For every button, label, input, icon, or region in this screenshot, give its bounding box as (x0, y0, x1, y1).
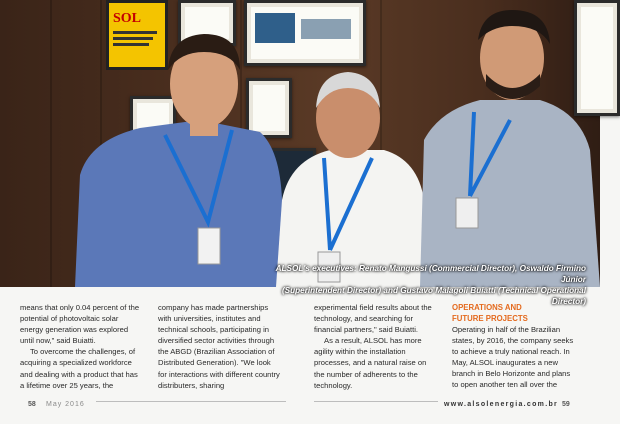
paragraph: To overcome the challenges, of acquiring a specialized workforce and dealing with a product that has a lifetime over 25 years, the (20, 347, 138, 390)
paragraph: experimental field results about the technology, and searching for financial partners," said Buiatti. (314, 303, 432, 335)
column-1 (20, 302, 142, 391)
person-renato (75, 34, 286, 287)
caption-line-2: (Superintendent Director) and Gustavo Malagoli Buiatti (Technical Operational Director) (281, 286, 586, 306)
issue-date: May 2016 (46, 401, 85, 408)
section-heading (452, 302, 574, 324)
heading-line: FUTURE PROJECTS (452, 314, 528, 323)
heading-line: OPERATIONS AND (452, 303, 522, 312)
column-4 (452, 302, 574, 391)
page-footer (0, 398, 600, 424)
right-page-number: 59 (562, 401, 570, 408)
footer-rule (314, 401, 438, 402)
left-page-number: 58 (28, 401, 36, 408)
person-oswaldo (276, 72, 428, 287)
caption-line-1: ALSOL's executives: Renato Mangussi (Commercial Director), Oswaldo Firmino Júnior (275, 264, 586, 284)
paragraph: Operating in half of the Brazilian states, by 2016, the company seeks to achieve a truly national reach. In May, ALSOL inaugurates a new branch in Belo Horizonte and plans to open another ten all over the (452, 325, 574, 390)
paragraph: company has made partnerships with universities, institutes and technical schools, participating in diversified sector activities through the ABGD (Brazilian Association of Distributed Generation). "We look for interactions with different country distributers, sharing (158, 303, 280, 390)
footer-rule (96, 401, 286, 402)
person-gustavo (420, 10, 600, 287)
paragraph: As a result, ALSOL has more agility within the installation processes, and a natural raise on the number of adherents to the technology. (314, 336, 427, 390)
website-link[interactable]: www.alsolenergia.com.br (444, 401, 559, 408)
column-3 (314, 302, 436, 391)
photo-caption (256, 263, 586, 307)
poster-title: SOL (113, 11, 142, 26)
paragraph: means that only 0.04 percent of the potential of photovoltaic solar energy generation was explored until now," said Buiatti. (20, 303, 140, 346)
column-2 (158, 302, 280, 391)
